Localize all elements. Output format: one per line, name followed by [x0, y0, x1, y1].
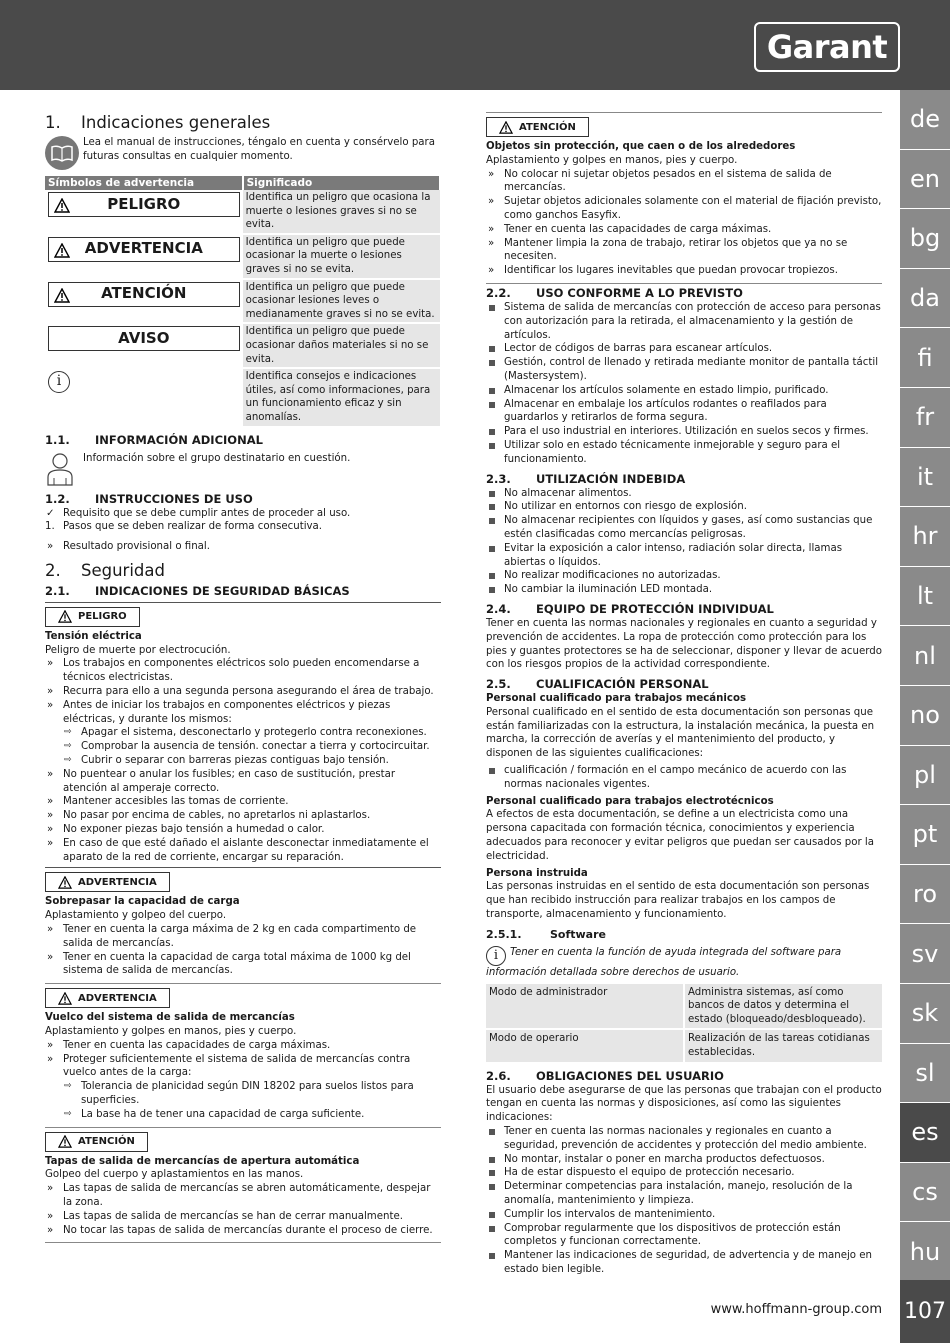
warning-label: ADVERTENCIA: [45, 988, 170, 1008]
lang-tab-pl[interactable]: pl: [900, 746, 950, 806]
lang-tab-cs[interactable]: cs: [900, 1163, 950, 1223]
lang-tab-en[interactable]: en: [900, 150, 950, 210]
info-icon: i: [486, 946, 506, 966]
software-modes-table: Modo de administrador Administra sistemas, así como bancos de datos y determina el estado (bloqueado/desbloqueado). Modo de operario Realización de las tareas cotidianas establecidas.: [486, 984, 882, 1064]
section-2-3-heading: 2.3. UTILIZACIÓN INDEBIDA: [486, 471, 686, 486]
caution-symbol: ATENCIÓN: [48, 282, 240, 307]
language-tabs: [900, 90, 950, 1282]
warning-triangle-icon: [499, 121, 513, 134]
right-column: ATENCIÓN Objetos sin protección, que caen o de los alrededores Aplastamiento y golpes en manos, pies y cuerpo. » No colocar ni sujetar objetos pesados en el sistema de salida de mercancías. » Sujetar objetos adicionales solamente con el material de fijación previsto, como ganchos Easyfix. » Tener en cuenta las capacidades de carga máximas. » Mantener limpia la zona de trabajo, retirar los objetos que ya no se necesiten. » Identificar los lugares inevitables que puedan provocar tropiezos. 2.2. USO CONFORME A LO PREVISTO Sistema de salida de mercancías con protección de acceso para personas con autorización para la retirada, el almacenamiento y la gestión de artículos. Lector de códigos de barras para escanear artículos. Gestión, control de llenado y retirada mediante monitor de pantalla táctil (Mastersystem). Almacenar los artículos solamente en estado limpio, purificado. Almacenar en embalaje los artículos rodantes o reafilados para guardarlos y retirarlos de forma segura. Para el uso industrial en interiores. Utilización en suelos secos y firmes. Utilizar solo en estado técnicamente inmejorable y seguro para el funcionamiento. 2.3. UTILIZACIÓN INDEBIDA No almacenar alimentos. No utilizar en entornos con riesgo de explosión. No almacenar recipientes con líquidos y gases, así como sustancias que estén clasificadas como mercancías peligrosas. Evitar la exposición a calor intenso, radiación solar directa, llamas abiertas o líquidos. No realizar modificaciones no autorizadas. No cambiar la iluminación LED montada. 2.4. EQUIPO DE PROTECCIÓN INDIVIDUAL Tener en cuenta las normas nacionales y regionales en cuanto a seguridad y prevención de accidentes. La ropa de protección como protección para los pies y guantes protectores se ha de seleccionar, disponer y llevar de acuerdo con los riesgos propios de la actividad correspondiente. 2.5. CUALIFICACIÓN PERSONAL Personal cualificado para trabajos mecánicos Personal cualificado en el sentido de esta documentación son personas que están familiarizadas con la estructura, la instalación mecánica, la puesta en marcha, la corrección de averías y el mantenimiento del producto, y disponen de las siguientes cualificaciones: cualificación / formación en el campo mecánico de acuerdo con las normas nacionales vigentes. Personal cualificado para trabajos electrotécnicos A efectos de esta documentación, se define a un electricista como una persona capacitada con formación técnica, conocimientos y experiencia adecuados para reconocer y evitar peligros que puedan ser causados por la electricidad. Persona instruida Las personas instruidas en el sentido de esta documentación son personas que han recibido instrucción para realizar trabajos en los campos de transporte, almacenamiento y funcionamiento. 2.5.1. Software i Tener en cuenta la función de ayuda integrada del software para información detallada sobre derechos de usuario. Modo de administrador Administra sistemas, así como bancos de datos y determina el estado (bloqueado/desbloqueado). Modo de operario Realización de las tareas cotidianas establecidas. 2.6. OBLIGACIONES DEL USUARIO El usuario debe asegurarse de que las personas que trabajan con el producto tengan en cuenta las normas y disposiciones, así como las siguientes indicaciones: Tener en cuenta las normas nacionales y regionales en cuanto a seguridad, prevención de accidentes y protección del medio ambiente. No montar, instalar o poner en marcha productos defectuosos. Ha de estar dispuesto el equipo de protección necesario. Determinar competencias para instalación, manejo, resolución de la anomalía, mantenimiento y limpieza. Cumplir los intervalos de mantenimiento. Comprobar regularmente que los dispositivos de protección están completos y funcionan correctamente. Mantener las indicaciones de seguridad, de advertencia y de manejo en estado bien legible.: [486, 112, 882, 1277]
lang-tab-nl[interactable]: nl: [900, 626, 950, 686]
lang-tab-ro[interactable]: ro: [900, 865, 950, 925]
lang-tab-sl[interactable]: sl: [900, 1044, 950, 1104]
left-column: 1. Indicaciones generales Lea el manual de instrucciones, téngalo en cuenta y consérvelo para futuras consultas en cualquier momento. Símbolos de advertencia Significado PELIGRO Identifica un peligro que ocasiona la muerte o lesiones graves si no se evita. ADVERTENCIA Identifica un peligro que puede ocasionar la muerte o lesiones graves si no se evita. ATENCIÓN Identifica un peligro que puede ocasionar lesiones leves o medianamente graves si no se evita. AVISO Identifica un peligro que puede ocasionar daños materiales si no se evita. i Identifica consejos e indicaciones útiles, así como informaciones, para un funcionamiento eficaz y sin anomalías. 1.1. INFORMACIÓN ADICIONAL Información sobre el grupo destinatario en cuestión. 1.2. INSTRUCCIONES DE USO ✓ Requisito que se debe cumplir antes de proceder al uso. 1. Pasos que se deben realizar de forma consecutiva. » Resultado provisional o final. 2. Seguridad 2.1. INDICACIONES DE SEGURIDAD BÁSICAS PELIGRO Tensión eléctrica Peligro de muerte por electrocución. » Los trabajos en componentes eléctricos solo pueden encomendarse a técnicos electricistas. » Recurra para ello a una segunda persona asegurando el área de trabajo. » Antes de iniciar los trabajos en componentes eléctricos y piezas eléctricas, y durante los mismos: ⇨ Apagar el sistema, desconectarlo y protegerlo contra reconexiones. ⇨ Comprobar la ausencia de tensión. conectar a tierra y cortocircuitar. ⇨ Cubrir o separar con barreras piezas contiguas bajo tensión. » No puentear o anular los fusibles; en caso de sustitución, prestar atención al amperaje correcto. » Mantener accesibles las tomas de corriente. » No pasar por encima de cables, no apretarlos ni aplastarlos. » No exponer piezas bajo tensión a humedad o calor. » En caso de que esté dañado el aislante desconectar inmediatamente el aparato de la red de corriente, encargar su reparación. ADVERTENCIA Sobrepasar la capacidad de carga Aplastamiento y golpeo del cuerpo. » Tener en cuenta la carga máxima de 2 kg en cada compartimento de salida de mercancías. » Tener en cuenta la capacidad de carga total máxima de 1000 kg del sistema de salida de mercancías. ADVERTENCIA Vuelco del sistema de salida de mercancías Aplastamiento y golpes en manos, pies y cuerpo. » Tener en cuenta las capacidades de carga máximas. » Proteger suficientemente el sistema de salida de mercancías contra vuelco antes de la carga: ⇨ Tolerancia de planicidad según DIN 18202 para suelos listos para superficies. ⇨ La base ha de tener una capacidad de carga suficiente. ATENCIÓN Tapas de salida de mercancías de apertura automática Golpeo del cuerpo y aplastamientos en las manos. » Las tapas de salida de mercancías se abren automáticamente, despejar la zona. » Las tapas de salida de mercancías se han de cerrar manualmente. » No tocar las tapas de salida de mercancías durante el proceso de cierre.: [45, 112, 441, 1243]
lang-tab-pt[interactable]: pt: [900, 805, 950, 865]
notice-symbol: AVISO: [48, 326, 240, 351]
section-2-5-heading: 2.5. CUALIFICACIÓN PERSONAL: [486, 677, 709, 692]
warning-triangle-icon: [58, 992, 72, 1005]
warning-symbol: ADVERTENCIA: [48, 237, 240, 262]
person-icon: [45, 452, 77, 486]
section-1-1-heading: 1.1. INFORMACIÓN ADICIONAL: [45, 432, 263, 447]
lang-tab-fr[interactable]: fr: [900, 388, 950, 448]
warning-triangle-icon: [58, 1135, 72, 1148]
warning-symbols-table: Símbolos de advertencia Significado PELIGRO Identifica un peligro que ocasiona la muerte o lesiones graves si no se evita. ADVERTENCIA Identifica un peligro que puede ocasionar la muerte o lesiones graves si no se evita. ATENCIÓN Identifica un peligro que puede ocasionar lesiones leves o medianamente graves si no se evita. AVISO Identifica un peligro que puede ocasionar daños materiales si no se evita. i Identifica consejos e indicaciones útiles, así como informaciones, para un funcionamiento eficaz y sin anomalías.: [45, 176, 441, 428]
section-1-heading: 1. Indicaciones generales: [45, 113, 271, 132]
warning-triangle-icon: [54, 288, 68, 301]
intro-text: Lea el manual de instrucciones, téngalo en cuenta y consérvelo para futuras consultas en cualquier momento.: [83, 137, 435, 162]
lang-tab-de[interactable]: de: [900, 90, 950, 150]
lang-tab-hu[interactable]: hu: [900, 1222, 950, 1282]
w1-list: » Los trabajos en componentes eléctricos solo pueden encomendarse a técnicos electricistas. » Recurra para ello a una segunda persona asegurando el área de trabajo. » Antes de iniciar los trabajos en componentes eléctricos y piezas eléctricas, y durante los mismos:: [45, 657, 441, 726]
lang-tab-it[interactable]: it: [900, 448, 950, 508]
section-1-2-heading: 1.2. INSTRUCCIONES DE USO: [45, 491, 253, 506]
read-manual-icon: [45, 136, 79, 170]
section-2-4-heading: 2.4. EQUIPO DE PROTECCIÓN INDIVIDUAL: [486, 601, 774, 616]
danger-label: PELIGRO: [45, 607, 140, 627]
page-number: 107: [900, 1280, 950, 1343]
warning-triangle-icon: [54, 198, 68, 211]
lang-tab-da[interactable]: da: [900, 269, 950, 329]
danger-symbol: PELIGRO: [48, 192, 240, 217]
footer-url: www.hoffmann-group.com: [710, 1302, 882, 1317]
lang-tab-sv[interactable]: sv: [900, 924, 950, 984]
section-2-1-heading: 2.1. INDICACIONES DE SEGURIDAD BÁSICAS: [45, 583, 350, 598]
lang-tab-es[interactable]: es: [900, 1103, 950, 1163]
lang-tab-lt[interactable]: lt: [900, 567, 950, 627]
section-2-2-heading: 2.2. USO CONFORME A LO PREVISTO: [486, 285, 743, 300]
section-2-heading: 2. Seguridad: [45, 560, 165, 580]
lang-tab-bg[interactable]: bg: [900, 209, 950, 269]
warning-triangle-icon: [54, 243, 68, 256]
lang-tab-sk[interactable]: sk: [900, 984, 950, 1044]
warning-triangle-icon: [58, 876, 72, 889]
lang-tab-no[interactable]: no: [900, 686, 950, 746]
info-icon: i: [48, 371, 70, 393]
lang-tab-fi[interactable]: fi: [900, 328, 950, 388]
warning-label: ADVERTENCIA: [45, 872, 170, 892]
caution-label: ATENCIÓN: [45, 1132, 148, 1152]
lang-tab-hr[interactable]: hr: [900, 507, 950, 567]
section-2-5-1-heading: 2.5.1. Software: [486, 927, 606, 941]
warning-triangle-icon: [58, 610, 72, 623]
garant-logo: Garant: [754, 22, 900, 72]
section-2-6-heading: 2.6. OBLIGACIONES DEL USUARIO: [486, 1068, 724, 1083]
caution-label: ATENCIÓN: [486, 117, 589, 137]
